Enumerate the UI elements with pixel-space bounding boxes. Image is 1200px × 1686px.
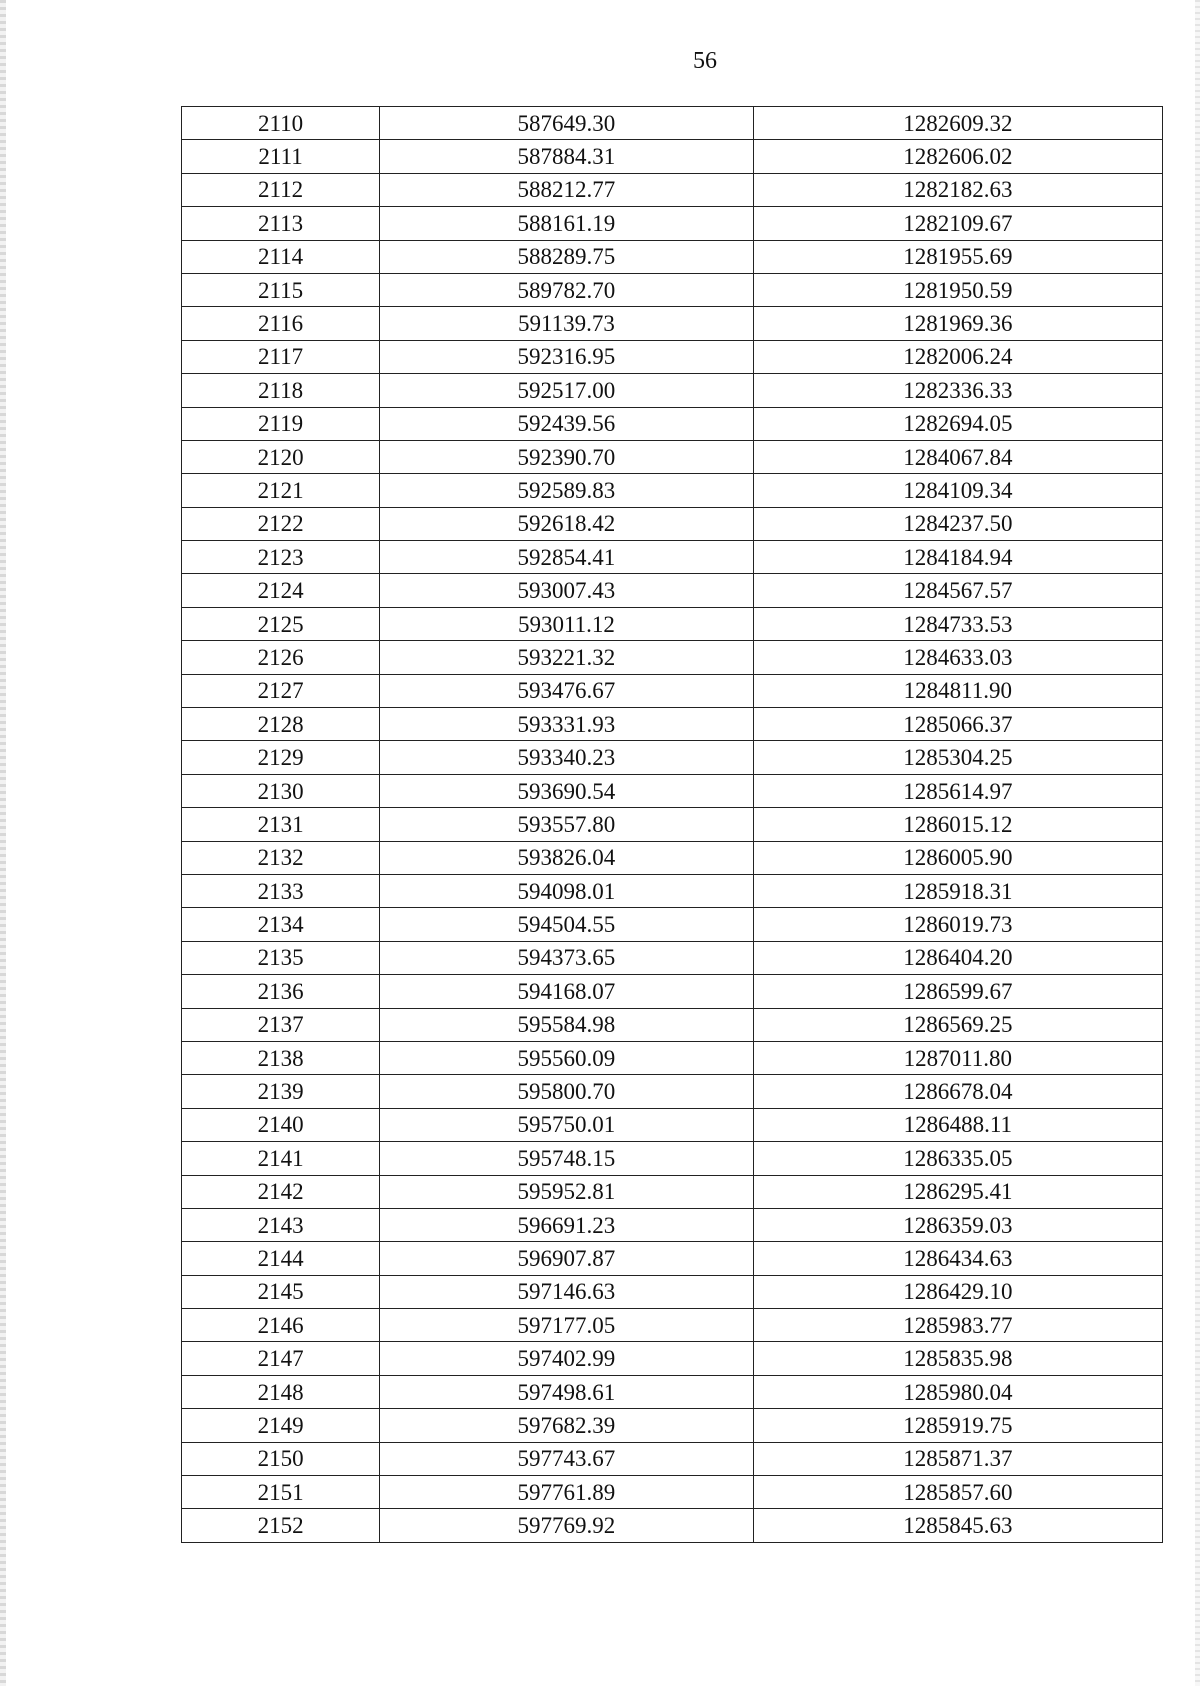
scan-edge-right [1195,0,1200,1686]
point-number-cell: 2131 [182,808,380,841]
x-coordinate-cell: 593557.80 [380,808,753,841]
x-coordinate-cell: 595748.15 [380,1142,753,1175]
x-coordinate-cell: 593007.43 [380,574,753,607]
point-number-cell: 2135 [182,941,380,974]
table-row [182,641,1163,674]
y-coordinate-cell: 1287011.80 [753,1041,1162,1074]
point-number-cell: 2145 [182,1275,380,1308]
point-number-cell: 2142 [182,1175,380,1208]
table-row [182,1008,1163,1041]
point-number-cell: 2118 [182,374,380,407]
x-coordinate-cell: 593690.54 [380,774,753,807]
table-row [182,1242,1163,1275]
point-number-cell: 2143 [182,1208,380,1241]
table-row [182,1476,1163,1509]
point-number-cell: 2115 [182,273,380,306]
table-row [182,107,1163,140]
table-row [182,841,1163,874]
x-coordinate-cell: 587649.30 [380,107,753,140]
y-coordinate-cell: 1285871.37 [753,1442,1162,1475]
table-row [182,440,1163,473]
point-number-cell: 2149 [182,1409,380,1442]
x-coordinate-cell: 594098.01 [380,874,753,907]
y-coordinate-cell: 1285857.60 [753,1476,1162,1509]
y-coordinate-cell: 1281955.69 [753,240,1162,273]
point-number-cell: 2150 [182,1442,380,1475]
table-row [182,1509,1163,1542]
y-coordinate-cell: 1286295.41 [753,1175,1162,1208]
table-row [182,207,1163,240]
x-coordinate-cell: 597177.05 [380,1309,753,1342]
x-coordinate-cell: 597402.99 [380,1342,753,1375]
coordinate-table-body [182,107,1163,1543]
y-coordinate-cell: 1281969.36 [753,307,1162,340]
point-number-cell: 2141 [182,1142,380,1175]
y-coordinate-cell: 1286488.11 [753,1108,1162,1141]
point-number-cell: 2146 [182,1309,380,1342]
y-coordinate-cell: 1286678.04 [753,1075,1162,1108]
table-row [182,774,1163,807]
table-row [182,674,1163,707]
y-coordinate-cell: 1282336.33 [753,374,1162,407]
page-number: 56 [693,48,717,74]
point-number-cell: 2114 [182,240,380,273]
y-coordinate-cell: 1285614.97 [753,774,1162,807]
table-row [182,1208,1163,1241]
x-coordinate-cell: 593331.93 [380,708,753,741]
point-number-cell: 2140 [182,1108,380,1141]
point-number-cell: 2110 [182,107,380,140]
point-number-cell: 2120 [182,440,380,473]
y-coordinate-cell: 1286359.03 [753,1208,1162,1241]
x-coordinate-cell: 593011.12 [380,607,753,640]
y-coordinate-cell: 1284811.90 [753,674,1162,707]
point-number-cell: 2122 [182,507,380,540]
scan-edge-left [0,0,6,1686]
y-coordinate-cell: 1282006.24 [753,340,1162,373]
table-row [182,374,1163,407]
x-coordinate-cell: 595560.09 [380,1041,753,1074]
y-coordinate-cell: 1285919.75 [753,1409,1162,1442]
table-row [182,307,1163,340]
x-coordinate-cell: 597761.89 [380,1476,753,1509]
point-number-cell: 2127 [182,674,380,707]
point-number-cell: 2125 [182,607,380,640]
point-number-cell: 2113 [182,207,380,240]
y-coordinate-cell: 1282606.02 [753,140,1162,173]
point-number-cell: 2147 [182,1342,380,1375]
table-row [182,908,1163,941]
table-row [182,874,1163,907]
x-coordinate-cell: 592439.56 [380,407,753,440]
y-coordinate-cell: 1285845.63 [753,1509,1162,1542]
x-coordinate-cell: 592316.95 [380,340,753,373]
table-row [182,1075,1163,1108]
x-coordinate-cell: 594504.55 [380,908,753,941]
y-coordinate-cell: 1285980.04 [753,1375,1162,1408]
x-coordinate-cell: 593476.67 [380,674,753,707]
x-coordinate-cell: 597743.67 [380,1442,753,1475]
x-coordinate-cell: 597682.39 [380,1409,753,1442]
table-row [182,1041,1163,1074]
point-number-cell: 2128 [182,708,380,741]
table-row [182,1275,1163,1308]
y-coordinate-cell: 1285066.37 [753,708,1162,741]
table-row [182,507,1163,540]
point-number-cell: 2136 [182,975,380,1008]
y-coordinate-cell: 1284109.34 [753,474,1162,507]
y-coordinate-cell: 1286569.25 [753,1008,1162,1041]
table-row [182,1309,1163,1342]
x-coordinate-cell: 592618.42 [380,507,753,540]
x-coordinate-cell: 595952.81 [380,1175,753,1208]
coordinate-table [181,106,1163,1543]
point-number-cell: 2133 [182,874,380,907]
x-coordinate-cell: 596691.23 [380,1208,753,1241]
table-row [182,240,1163,273]
y-coordinate-cell: 1286404.20 [753,941,1162,974]
point-number-cell: 2121 [182,474,380,507]
table-row [182,607,1163,640]
table-row [182,574,1163,607]
y-coordinate-cell: 1282609.32 [753,107,1162,140]
y-coordinate-cell: 1284733.53 [753,607,1162,640]
x-coordinate-cell: 592517.00 [380,374,753,407]
x-coordinate-cell: 596907.87 [380,1242,753,1275]
table-row [182,1142,1163,1175]
table-row [182,407,1163,440]
x-coordinate-cell: 592854.41 [380,541,753,574]
y-coordinate-cell: 1282694.05 [753,407,1162,440]
x-coordinate-cell: 588289.75 [380,240,753,273]
x-coordinate-cell: 591139.73 [380,307,753,340]
y-coordinate-cell: 1286599.67 [753,975,1162,1008]
point-number-cell: 2134 [182,908,380,941]
y-coordinate-cell: 1285983.77 [753,1309,1162,1342]
table-row [182,474,1163,507]
y-coordinate-cell: 1286434.63 [753,1242,1162,1275]
y-coordinate-cell: 1282109.67 [753,207,1162,240]
x-coordinate-cell: 587884.31 [380,140,753,173]
y-coordinate-cell: 1284237.50 [753,507,1162,540]
x-coordinate-cell: 593826.04 [380,841,753,874]
table-row [182,541,1163,574]
y-coordinate-cell: 1285835.98 [753,1342,1162,1375]
x-coordinate-cell: 597769.92 [380,1509,753,1542]
table-row [182,140,1163,173]
table-row [182,808,1163,841]
x-coordinate-cell: 588161.19 [380,207,753,240]
y-coordinate-cell: 1284567.57 [753,574,1162,607]
x-coordinate-cell: 592589.83 [380,474,753,507]
point-number-cell: 2123 [182,541,380,574]
y-coordinate-cell: 1286015.12 [753,808,1162,841]
point-number-cell: 2129 [182,741,380,774]
table-row [182,741,1163,774]
y-coordinate-cell: 1286429.10 [753,1275,1162,1308]
table-row [182,340,1163,373]
table-row [182,273,1163,306]
y-coordinate-cell: 1285304.25 [753,741,1162,774]
point-number-cell: 2139 [182,1075,380,1108]
table-row [182,1409,1163,1442]
y-coordinate-cell: 1285918.31 [753,874,1162,907]
point-number-cell: 2144 [182,1242,380,1275]
x-coordinate-cell: 595750.01 [380,1108,753,1141]
point-number-cell: 2119 [182,407,380,440]
table-row [182,1175,1163,1208]
x-coordinate-cell: 595584.98 [380,1008,753,1041]
point-number-cell: 2132 [182,841,380,874]
x-coordinate-cell: 592390.70 [380,440,753,473]
x-coordinate-cell: 597498.61 [380,1375,753,1408]
y-coordinate-cell: 1281950.59 [753,273,1162,306]
table-row [182,941,1163,974]
y-coordinate-cell: 1284633.03 [753,641,1162,674]
point-number-cell: 2138 [182,1041,380,1074]
point-number-cell: 2124 [182,574,380,607]
point-number-cell: 2130 [182,774,380,807]
point-number-cell: 2148 [182,1375,380,1408]
table-row [182,975,1163,1008]
y-coordinate-cell: 1284184.94 [753,541,1162,574]
point-number-cell: 2111 [182,140,380,173]
x-coordinate-cell: 595800.70 [380,1075,753,1108]
point-number-cell: 2116 [182,307,380,340]
x-coordinate-cell: 594168.07 [380,975,753,1008]
table-row [182,1108,1163,1141]
x-coordinate-cell: 597146.63 [380,1275,753,1308]
table-row [182,1375,1163,1408]
point-number-cell: 2126 [182,641,380,674]
table-row [182,1442,1163,1475]
y-coordinate-cell: 1282182.63 [753,173,1162,206]
table-row [182,173,1163,206]
point-number-cell: 2112 [182,173,380,206]
y-coordinate-cell: 1286335.05 [753,1142,1162,1175]
point-number-cell: 2137 [182,1008,380,1041]
point-number-cell: 2117 [182,340,380,373]
table-row [182,1342,1163,1375]
y-coordinate-cell: 1286005.90 [753,841,1162,874]
x-coordinate-cell: 593340.23 [380,741,753,774]
y-coordinate-cell: 1286019.73 [753,908,1162,941]
point-number-cell: 2152 [182,1509,380,1542]
x-coordinate-cell: 589782.70 [380,273,753,306]
x-coordinate-cell: 593221.32 [380,641,753,674]
x-coordinate-cell: 588212.77 [380,173,753,206]
point-number-cell: 2151 [182,1476,380,1509]
y-coordinate-cell: 1284067.84 [753,440,1162,473]
table-row [182,708,1163,741]
x-coordinate-cell: 594373.65 [380,941,753,974]
